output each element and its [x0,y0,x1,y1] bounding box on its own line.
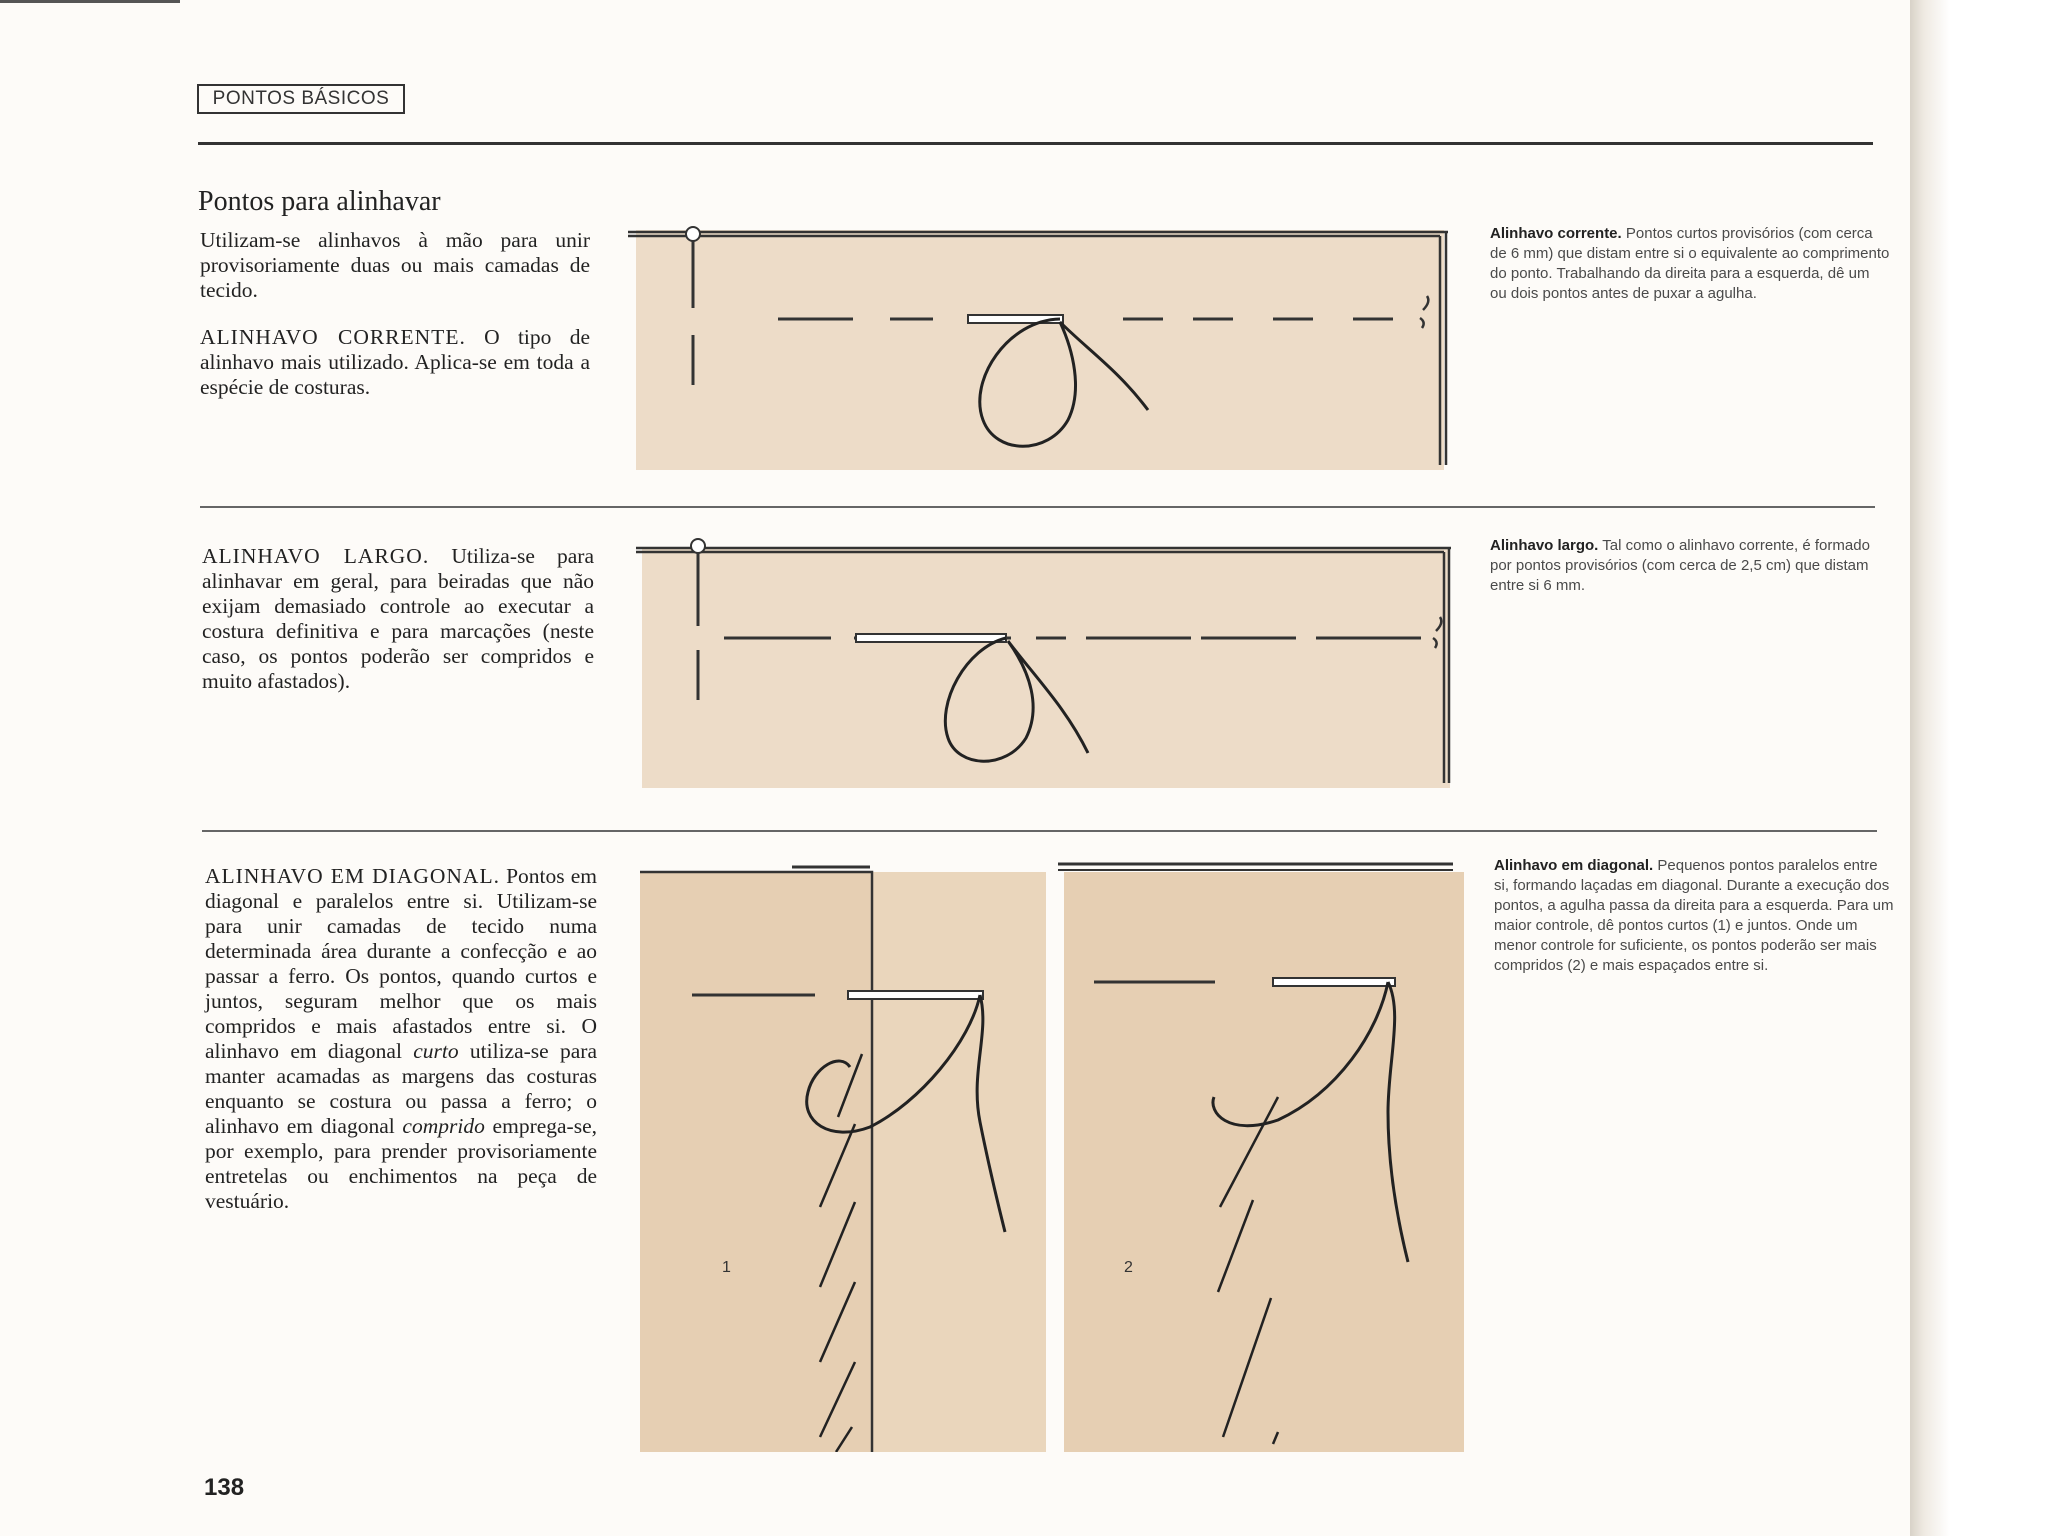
diagonal-stitch-term: ALINHAVO EM DIAGONAL. [205,864,500,888]
diagonal-stitch-paragraph [205,864,597,1214]
long-stitch-note-title: Alinhavo largo. [1490,537,1599,554]
figure-label-2: 2 [1124,1259,1133,1276]
diagonal-stitch-illustration-1 [640,862,1046,1452]
running-stitch-paragraph [200,325,590,400]
top-edge-line [0,0,180,3]
running-stitch-note-text: Pontos curtos provisórios (com cerca de 6 mm) que distam entre si o equivalente ao comprimento do ponto. Trabalhando da direita para a esquerda, dê um ou dois pontos antes de puxar a agulha. [1490,225,1890,302]
needle-icon [856,634,1006,642]
running-stitch-note [1490,224,1890,304]
page-gutter [1910,0,2048,1536]
long-stitch-text: Utiliza-se para alinhavar em geral, para beiradas que não exijam demasiado controle ao executar a costura definitiva e para marcações (neste caso, os pontos poderão ser compridos e muito afastados). [202,544,595,693]
diagonal-stitch-note [1494,856,1894,976]
divider-2 [202,830,1877,832]
needle-icon [1273,978,1395,986]
fabric-swatch [642,548,1450,788]
long-stitch-paragraph [202,544,594,694]
fabric-swatch [1064,872,1464,1452]
pin-head-icon [686,227,700,241]
long-stitch-note [1490,536,1890,596]
diagonal-stitch-block [205,864,597,1228]
running-stitch-text: O tipo de alinhavo mais utilizado. Aplica-se em toda a espécie de costuras. [200,325,590,399]
section-title: Pontos para alinhavar [198,186,441,217]
running-stitch-term: ALINHAVO CORRENTE. [200,325,466,349]
fabric-swatch [636,230,1444,470]
long-stitch-term: ALINHAVO LARGO. [202,544,430,568]
diagonal-stitch-text-3: emprega-se, por exemplo, para prender provisoriamente entretelas ou enchimentos na peça de vestuário. [205,1114,598,1213]
section-header [197,84,405,114]
intro-paragraph: Utilizam-se alinhavos à mão para unir provisoriamente duas ou mais camadas de tecido. [200,228,590,302]
page-number: 138 [204,1474,245,1501]
pin-head-icon [691,539,705,553]
long-stitch-block [202,544,594,708]
divider-1 [200,506,1875,508]
intro-block [200,228,590,414]
diagonal-stitch-note-title: Alinhavo em diagonal. [1494,857,1654,874]
header-rule [198,142,1873,145]
fabric-layer [870,872,1046,1452]
long-stitch-illustration [636,538,1452,790]
diagonal-stitch-italic-curto: curto [413,1039,459,1063]
running-stitch-illustration [628,220,1448,470]
diagonal-stitch-text-2: utiliza-se para manter acamadas as margens das costuras enquanto se costura ou passa a ferro; o alinhavo em diagonal [205,1039,597,1138]
figure-label-1: 1 [722,1259,731,1276]
section-header-label: PONTOS BÁSICOS [212,88,390,109]
long-stitch-note-text: Tal como o alinhavo corrente, é formado por pontos provisórios (com cerca de 2,5 cm) que distam entre si 6 mm. [1490,537,1870,594]
needle-icon [848,991,983,999]
diagonal-stitch-illustration-2 [1058,862,1464,1452]
diagonal-stitch-note-text: Pequenos pontos paralelos entre si, formando laçadas em diagonal. Durante a execução dos pontos, a agulha passa da direita para a esquerda. Para um maior controle, dê pontos curtos (1) e juntos. Onde um menor controle for suficiente, os pontos poderão ser mais compridos (2) e mais espaçados entre si. [1494,857,1894,974]
diagonal-stitch-italic-comprido: comprido [402,1114,485,1138]
diagonal-stitch-text-1: Pontos em diagonal e paralelos entre si. Utilizam-se para unir camadas de tecido numa determinada área durante a confecção e ao passar a ferro. Os pontos, quando curtos e juntos, seguram melhor que os mais compridos e mais afastados entre si. O alinhavo em diagonal [205,864,597,1063]
running-stitch-note-title: Alinhavo corrente. [1490,225,1622,242]
